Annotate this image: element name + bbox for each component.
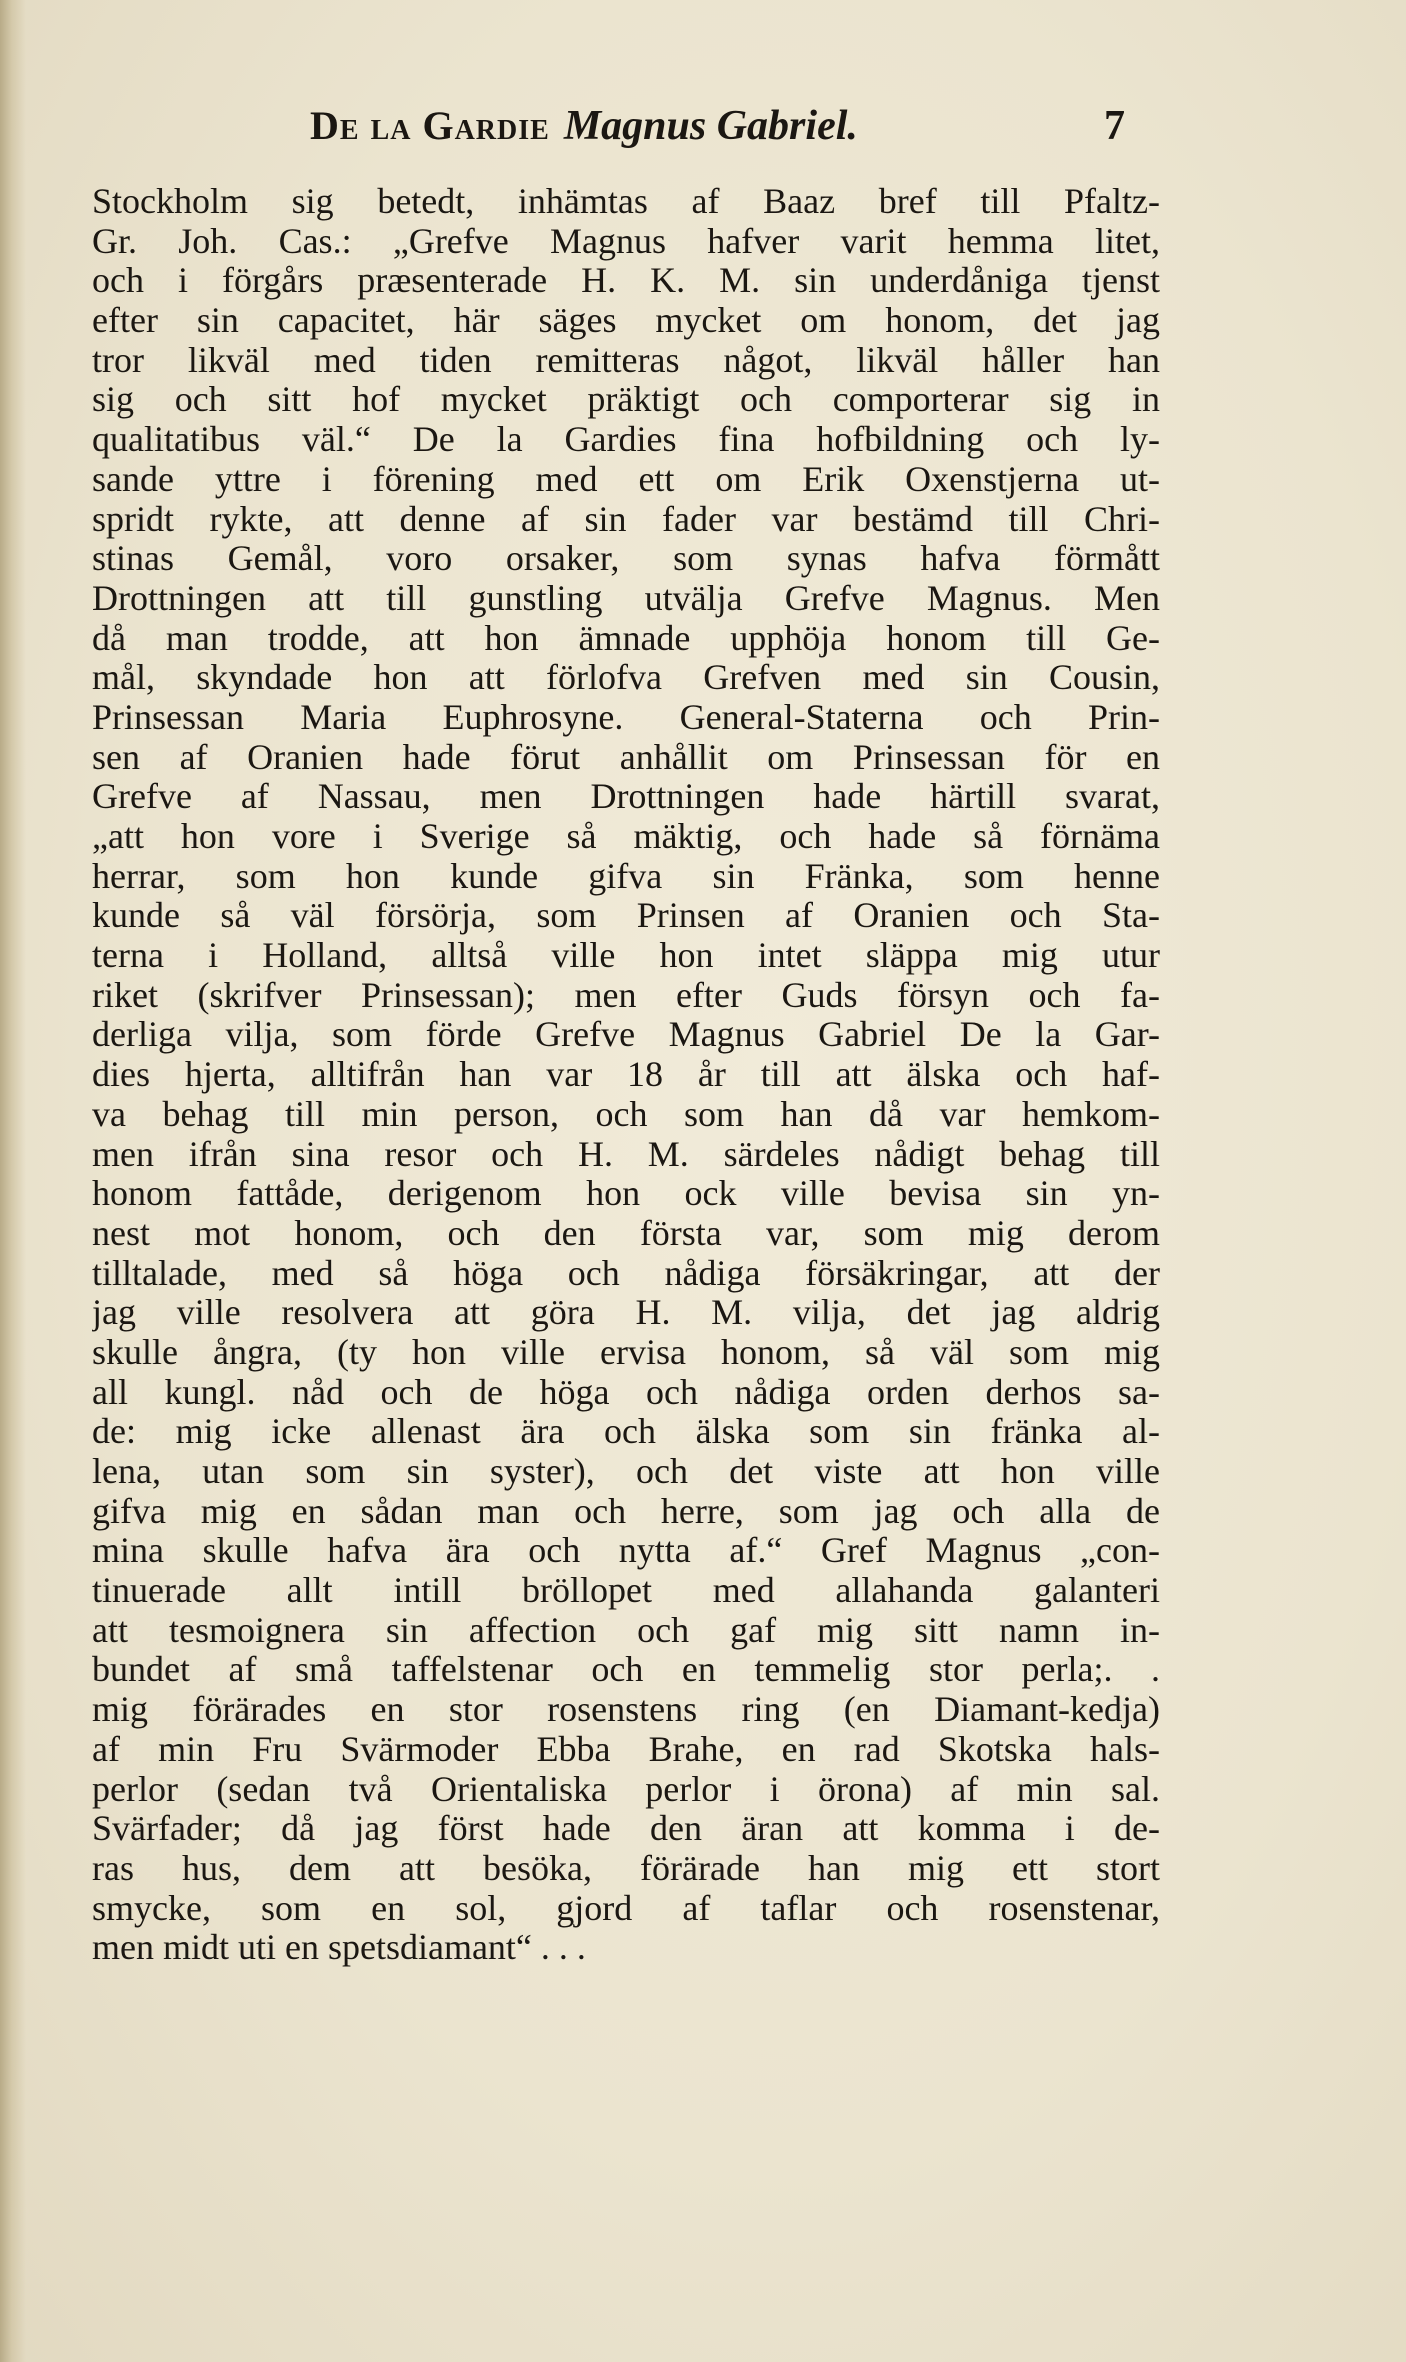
text-line: att tesmoignera sin affection och gaf mig sitt namn in- <box>92 1610 1160 1650</box>
text-line: va behag till min person, och som han då var hemkom- <box>92 1094 1160 1134</box>
text-line: af min Fru Svärmoder Ebba Brahe, en rad Skotska hals- <box>92 1729 1160 1769</box>
text-line: mina skulle hafva ära och nytta af.“ Gref Magnus „con- <box>92 1531 1160 1571</box>
text-line: och i förgårs præsenterade H. K. M. sin underdåniga tjenst <box>92 261 1160 301</box>
running-header <box>310 102 1125 162</box>
page-number: 7 <box>1104 103 1125 149</box>
text-line: smycke, som en sol, gjord af taflar och rosenstenar, <box>92 1888 1160 1928</box>
text-line: gifva mig en sådan man och herre, som jag och alla de <box>92 1491 1160 1531</box>
text-line: efter sin capacitet, här säges mycket om honom, det jag <box>92 301 1160 341</box>
header-subtitle: Magnus Gabriel. <box>563 103 858 149</box>
header-title: De la Gardie <box>310 103 550 148</box>
text-line: ras hus, dem att besöka, förärade han mig ett stort <box>92 1848 1160 1888</box>
text-line: mig förärades en stor rosenstens ring (en Diamant-kedja) <box>92 1690 1160 1730</box>
text-line: terna i Holland, alltså ville hon intet släppa mig utur <box>92 936 1160 976</box>
text-line: sande yttre i förening med ett om Erik Oxenstjerna ut- <box>92 459 1160 499</box>
text-line: herrar, som hon kunde gifva sin Fränka, som henne <box>92 856 1160 896</box>
text-line: Prinsessan Maria Euphrosyne. General-Staterna och Prin- <box>92 697 1160 737</box>
text-line: sig och sitt hof mycket präktigt och comporterar sig in <box>92 380 1160 420</box>
text-line: de: mig icke allenast ära och älska som sin fränka al- <box>92 1412 1160 1452</box>
text-line: lena, utan som sin syster), och det viste att hon ville <box>92 1452 1160 1491</box>
text-line: Stockholm sig betedt, inhämtas af Baaz bref till Pfaltz- <box>92 182 1160 221</box>
text-line: tilltalade, med så höga och nådiga försäkringar, att der <box>92 1253 1160 1293</box>
text-line: all kungl. nåd och de höga och nådiga orden derhos sa- <box>92 1372 1160 1412</box>
page-gutter-edge <box>0 0 26 2362</box>
text-line: honom fattåde, derigenom hon ock ville bevisa sin yn- <box>92 1174 1160 1214</box>
text-line: jag ville resolvera att göra H. M. vilja, det jag aldrig <box>92 1293 1160 1333</box>
body-text <box>92 182 1160 1968</box>
text-line: men ifrån sina resor och H. M. särdeles nådigt behag till <box>92 1134 1160 1174</box>
text-line: då man trodde, att hon ämnade upphöja honom till Ge- <box>92 618 1160 658</box>
text-line: tinuerade allt intill bröllopet med allahanda galanteri <box>92 1571 1160 1611</box>
text-line: kunde så väl försörja, som Prinsen af Oranien och Sta- <box>92 896 1160 936</box>
text-line: skulle ångra, (ty hon ville ervisa honom, så väl som mig <box>92 1332 1160 1372</box>
text-line: riket (skrifver Prinsessan); men efter Guds försyn och fa- <box>92 975 1160 1015</box>
text-line: „att hon vore i Sverige så mäktig, och hade så förnäma <box>92 817 1160 856</box>
text-line: sen af Oranien hade förut anhållit om Prinsessan för en <box>92 737 1160 777</box>
text-line: nest mot honom, och den första var, som mig derom <box>92 1213 1160 1253</box>
text-line: Gr. Joh. Cas.: „Grefve Magnus hafver varit hemma litet, <box>92 221 1160 261</box>
text-line: spridt rykte, att denne af sin fader var bestämd till Chri- <box>92 499 1160 539</box>
text-line: perlor (sedan två Orientaliska perlor i örona) af min sal. <box>92 1769 1160 1809</box>
text-line: stinas Gemål, voro orsaker, som synas hafva förmått <box>92 539 1160 579</box>
text-line: derliga vilja, som förde Grefve Magnus Gabriel De la Gar- <box>92 1015 1160 1055</box>
text-line: Grefve af Nassau, men Drottningen hade härtill svarat, <box>92 777 1160 817</box>
text-line: qualitatibus väl.“ De la Gardies fina hofbildning och ly- <box>92 420 1160 460</box>
text-line: men midt uti en spetsdiamant“ . . . <box>92 1928 586 1968</box>
text-line: bundet af små taffelstenar och en temmelig stor perla;. . <box>92 1650 1160 1690</box>
text-line: dies hjerta, alltifrån han var 18 år till att älska och haf- <box>92 1055 1160 1095</box>
text-line: mål, skyndade hon att förlofva Grefven med sin Cousin, <box>92 658 1160 698</box>
text-line: Drottningen att till gunstling utvälja Grefve Magnus. Men <box>92 578 1160 618</box>
text-line: Svärfader; då jag först hade den äran att komma i de- <box>92 1809 1160 1849</box>
text-line: tror likväl med tiden remitteras något, likväl håller han <box>92 340 1160 380</box>
